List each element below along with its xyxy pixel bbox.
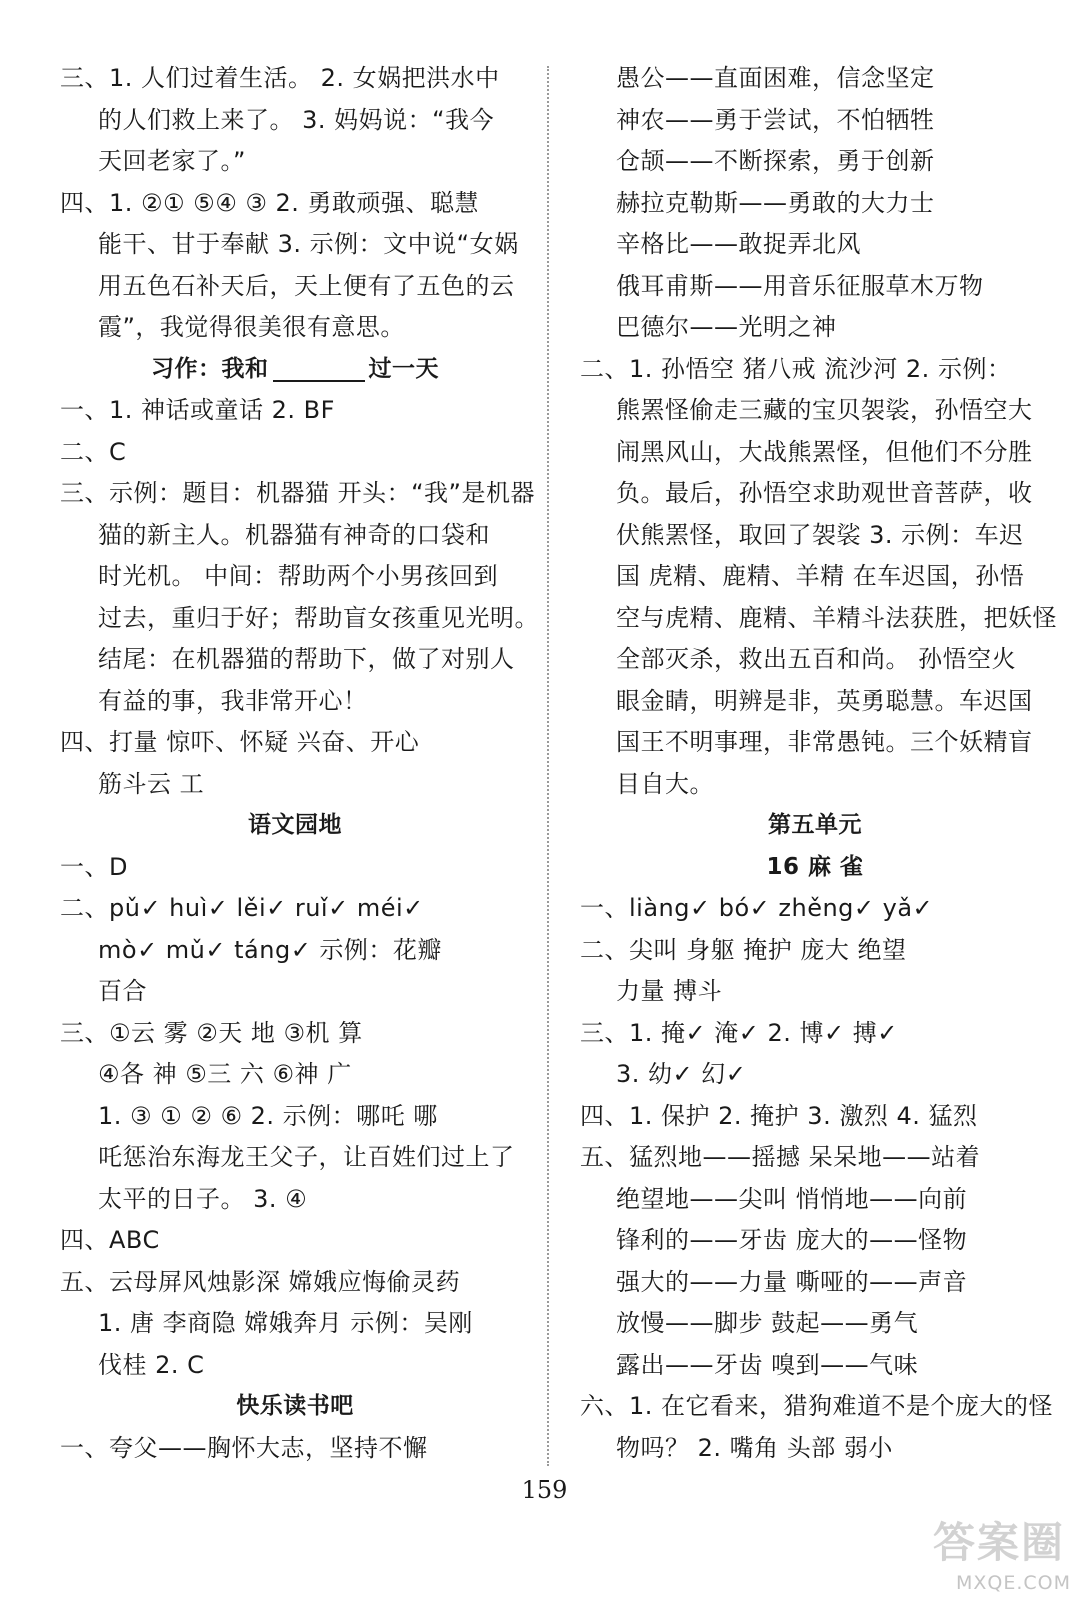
answer-line: 国 虎精、鹿精、羊精 在车迟国，孙悟	[616, 562, 1025, 590]
answer-line: 巴德尔——光明之神	[616, 313, 837, 341]
answer-line: 时光机。 中间：帮助两个小男孩回到	[98, 562, 499, 590]
answer-line: 六、1. 在它看来，猎狗难道不是个庞大的怪	[580, 1392, 1054, 1420]
answer-line: 目自大。	[616, 769, 714, 798]
answer-line: 1. 唐 李商隐 嫦娥奔月 示例：吴刚	[98, 1309, 473, 1337]
answer-line: 有益的事，我非常开心！	[98, 686, 368, 715]
answer-line: 俄耳甫斯——用音乐征服草木万物	[616, 271, 984, 300]
answer-line: 三、1. 掩✓ 淹✓ 2. 博✓ 搏✓	[580, 1018, 898, 1047]
answer-line: 四、ABC	[60, 1226, 160, 1254]
answer-line: 物吗？ 2. 嘴角 头部 弱小	[616, 1433, 893, 1462]
answer-line: 三、①云 雾 ②天 地 ③机 算	[60, 1018, 363, 1047]
column-divider	[547, 66, 549, 1466]
answer-line: 四、1. 保护 2. 掩护 3. 激烈 4. 猛烈	[580, 1101, 978, 1130]
answer-line: 猫的新主人。机器猫有神奇的口袋和	[98, 520, 490, 549]
answer-line: 二、pǔ✓ huì✓ lěi✓ ruǐ✓ méi✓	[60, 894, 424, 922]
answer-line: 用五色石补天后，天上便有了五色的云	[98, 271, 515, 300]
fill-in-blank	[273, 354, 365, 382]
right-column	[580, 58, 1057, 1469]
answer-line: 负。最后，孙悟空求助观世音菩萨，收	[616, 479, 1033, 507]
answer-line: 吒惩治东海龙王父子，让百姓们过上了	[98, 1143, 515, 1171]
answer-line: 百合	[98, 977, 147, 1005]
answer-line: 眼金睛，明辨是非，英勇聪慧。车迟国	[616, 686, 1033, 715]
watermark-logo: 答案圈	[932, 1518, 1065, 1567]
answer-line: 一、夸父——胸怀大志，坚持不懈	[60, 1433, 428, 1462]
answer-line: 过去，重归于好；帮助盲女孩重见光明。	[98, 603, 539, 632]
section-heading: 语文园地	[248, 812, 342, 838]
answer-line: 辛格比——敢捉弄北风	[616, 230, 861, 258]
answer-line: 结尾：在机器猫的帮助下，做了对别人	[98, 645, 515, 673]
section-heading: 第五单元	[768, 812, 862, 838]
answer-line: mò✓ mǔ✓ táng✓ 示例：花瓣	[98, 935, 442, 964]
section-heading: 快乐读书吧	[236, 1393, 354, 1419]
answer-line: 国王不明事理，非常愚钝。三个妖精盲	[616, 728, 1033, 756]
answer-line: 熊罴怪偷走三藏的宝贝袈裟，孙悟空大	[616, 396, 1033, 424]
answer-line: 1. ③ ① ② ⑥ 2. 示例：哪吒 哪	[98, 1101, 438, 1130]
answer-line: 五、猛烈地——摇撼 呆呆地——站着	[580, 1143, 981, 1171]
answer-line: 二、C	[60, 437, 127, 466]
answer-line: 仓颉——不断探索，勇于创新	[616, 147, 935, 175]
left-column	[60, 58, 539, 1469]
answer-line: 三、示例：题目：机器猫 开头：“我”是机器	[60, 479, 535, 507]
answer-line: 愚公——直面困难，信念坚定	[616, 64, 935, 92]
answer-line: 一、1. 神话或童话 2. BF	[60, 396, 335, 424]
answer-line: 四、打量 惊吓、怀疑 兴奋、开心	[60, 728, 420, 756]
answer-line: 霞”，我觉得很美很有意思。	[98, 313, 405, 341]
answer-line: 五、云母屏风烛影深 嫦娥应悔偷灵药	[60, 1267, 461, 1296]
answer-line: 露出——牙齿 嗅到——气味	[616, 1350, 919, 1379]
answer-line: 空与虎精、鹿精、羊精斗法获胜，把妖怪	[616, 603, 1057, 632]
answer-line: 二、1. 孙悟空 猪八戒 流沙河 2. 示例：	[580, 354, 1012, 383]
answer-line: 天回老家了。”	[98, 147, 246, 175]
answer-line: 能干、甘于奉献 3. 示例：文中说“女娲	[98, 230, 519, 258]
answer-line: 锋利的——牙齿 庞大的——怪物	[616, 1226, 968, 1254]
answer-line: 全部灭杀，救出五百和尚。 孙悟空火	[616, 645, 1017, 673]
answer-line: 赫拉克勒斯——勇敢的大力士	[616, 188, 935, 217]
page-number: 159	[521, 1476, 568, 1504]
answer-line: 神农——勇于尝试，不怕牺牲	[616, 105, 935, 134]
answer-line: 伏熊罴怪，取回了袈裟 3. 示例：车迟	[616, 520, 1024, 549]
section-heading: 16 麻 雀	[766, 853, 864, 880]
answer-line: ④各 神 ⑤三 六 ⑥神 广	[98, 1060, 352, 1088]
answer-line: 放慢——脚步 鼓起——勇气	[616, 1309, 919, 1337]
answer-line: 伐桂 2. C	[98, 1350, 205, 1379]
answer-line: 一、liàng✓ bó✓ zhěng✓ yǎ✓	[580, 894, 934, 922]
answer-line: 一、D	[60, 852, 128, 881]
answer-line: 二、尖叫 身躯 掩护 庞大 绝望	[580, 935, 907, 964]
composition-heading-prefix: 习作：我和	[151, 355, 269, 382]
answer-line: 力量 搏斗	[616, 977, 723, 1005]
composition-heading	[60, 349, 530, 391]
answer-line: 四、1. ②① ⑤④ ③ 2. 勇敢顽强、聪慧	[60, 188, 480, 217]
answer-line: 强大的——力量 嘶哑的——声音	[616, 1267, 968, 1296]
answer-line: 绝望地——尖叫 悄悄地——向前	[616, 1184, 968, 1213]
answer-line: 太平的日子。 3. ④	[98, 1184, 308, 1213]
watermark-url: MXQE.COM	[955, 1572, 1071, 1594]
answer-line: 闹黑风山，大战熊罴怪，但他们不分胜	[616, 437, 1033, 466]
composition-heading-suffix: 过一天	[368, 355, 439, 382]
answer-line: 筋斗云 工	[98, 769, 205, 798]
answer-line: 3. 幼✓ 幻✓	[616, 1060, 747, 1088]
answer-line: 三、1. 人们过着生活。 2. 女娲把洪水中	[60, 64, 500, 92]
answer-line: 的人们救上来了。 3. 妈妈说：“我今	[98, 105, 495, 134]
